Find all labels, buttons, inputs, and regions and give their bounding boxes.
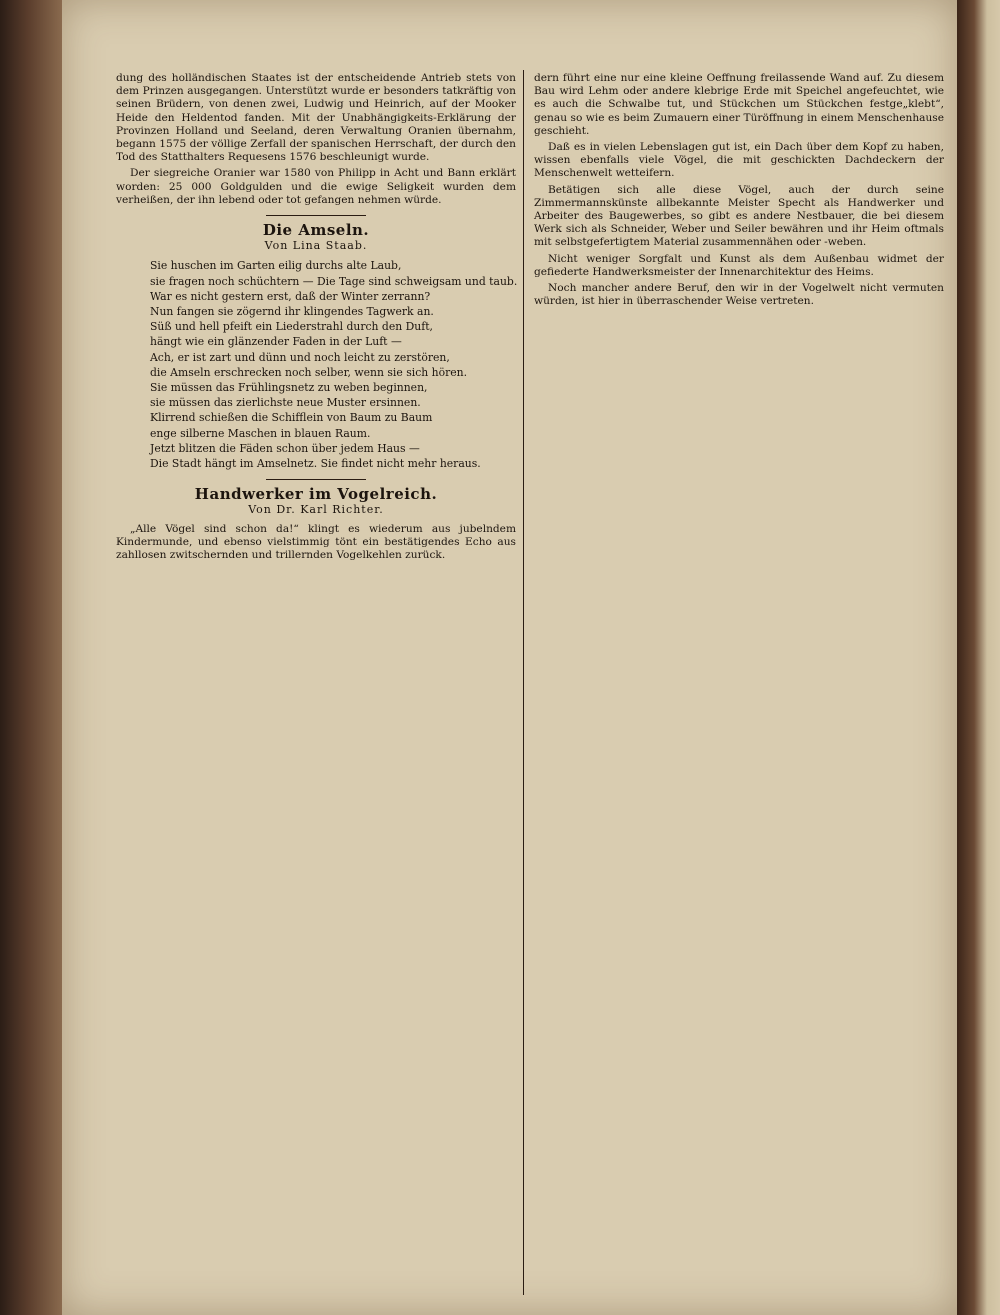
poem-line: enge silberne Maschen in blauen Raum. — [150, 426, 371, 440]
poem — [150, 258, 516, 471]
poem-line: Sie huschen im Garten eilig durchs alte Laub, — [150, 259, 402, 273]
poem-line: hängt wie ein glänzender Faden in der Luft — — [150, 335, 402, 349]
poem-line: sie müssen das zierlichste neue Muster ersinnen. — [150, 396, 421, 410]
poem-line: die Amseln erschrecken noch selber, wenn sie sich hören. — [150, 365, 468, 379]
paragraph: Daß es in vielen Lebenslagen gut ist, ein Dach über dem Kopf zu haben, wissen ebenfalls viele Vögel, die mit geschickten Dachdeckern der Menschenwelt wetteifern. — [534, 141, 944, 180]
poem-byline: Von Lina Staab. — [264, 239, 368, 253]
poem-line: Sie müssen das Frühlingsnetz zu weben beginnen, — [150, 381, 428, 395]
left-column — [116, 72, 516, 565]
paragraph: dern führt eine nur eine kleine Oeffnung freilassende Wand auf. Zu diesem Bau wird Lehm oder andere klebrige Erde mit Speichel angefeuchtet, wie es auch die Schwalbe tut, und Stückchen um Stückchen festge„klebt“, genau so wie es beim Zumauern einer Türöffnung in einem Menschenhause geschieht. — [534, 72, 944, 137]
poem-line: War es nicht gestern erst, daß der Winter zerrann? — [150, 289, 431, 303]
paragraph: „Alle Vögel sind schon da!“ klingt es wiederum aus jubelndem Kindermunde, und ebenso vielstimmig tönt ein bestätigendes Echo aus zahllosen zwitschernden und trillernden Vogelkehlen zurück. — [116, 522, 516, 562]
page — [62, 0, 957, 1315]
book-binding — [0, 0, 62, 1315]
poem-line: sie fragen noch schüchtern — Die Tage sind schweigsam und taub. — [150, 274, 518, 288]
paragraph: dung des holländischen Staates ist der entscheidende Antrieb stets von dem Prinzen ausgegangen. Unterstützt wurde er besonders tatkräftig von seinen Brüdern, von denen zwei, Ludwig und Heinrich, auf der Mooker Heide den Heldentod fanden. Mit der Unabhängigkeits-Erklärung der Provinzen Holland und Seeland, deren Verwaltung Oranien übernahm, begann 1575 der völlige Zerfall der spanischen Herrschaft, der durch den Tod des Statthalters Requesens 1576 beschleunigt wurde. — [116, 72, 516, 164]
poem-line: Süß und hell pfeift ein Liederstrahl durch den Duft, — [150, 320, 433, 334]
poem-line: Jetzt blitzen die Fäden schon über jedem Haus — — [150, 441, 420, 455]
right-column — [534, 72, 944, 311]
divider — [266, 215, 366, 216]
paragraph: Nicht weniger Sorgfalt und Kunst als dem Außenbau widmet der gefiederte Handwerksmeister der Innenarchitektur des Heims. — [534, 252, 944, 278]
next-page-edge — [957, 0, 1000, 1315]
poem-line: Nun fangen sie zögernd ihr klingendes Tagwerk an. — [150, 305, 434, 319]
paragraph: Betätigen sich alle diese Vögel, auch der durch seine Zimmermannskünste allbekannte Meister Specht als Handwerker und Arbeiter des Baugewerbes, so gibt es andere Nestbauer, die bei diesem Werk sich als Schneider, Weber und Seiler bewähren und ihr Heim oftmals mit selbstgefertigtem Material zusammennähen oder -weben. — [534, 183, 944, 249]
paragraph: Noch mancher andere Beruf, den wir in der Vogelwelt nicht vermuten würden, ist hier in überraschender Weise vertreten. — [534, 282, 944, 308]
column-rule — [523, 70, 524, 1295]
poem-line: Die Stadt hängt im Amselnetz. Sie findet nicht mehr heraus. — [150, 457, 481, 471]
article-title: Handwerker im Vogelreich. — [194, 485, 438, 504]
poem-line: Klirrend schießen die Schifflein von Baum zu Baum — [150, 411, 433, 425]
article-byline: Von Dr. Karl Richter. — [248, 503, 384, 517]
divider — [266, 479, 366, 480]
paragraph: Der siegreiche Oranier war 1580 von Philipp in Acht und Bann erklärt worden: 25 000 Goldgulden und die ewige Seligkeit wurden dem verheißen, der ihn lebend oder tot gefangen nehmen würde. — [116, 167, 516, 206]
poem-line: Ach, er ist zart und dünn und noch leicht zu zerstören, — [150, 350, 450, 364]
poem-title: Die Amseln. — [262, 221, 370, 240]
